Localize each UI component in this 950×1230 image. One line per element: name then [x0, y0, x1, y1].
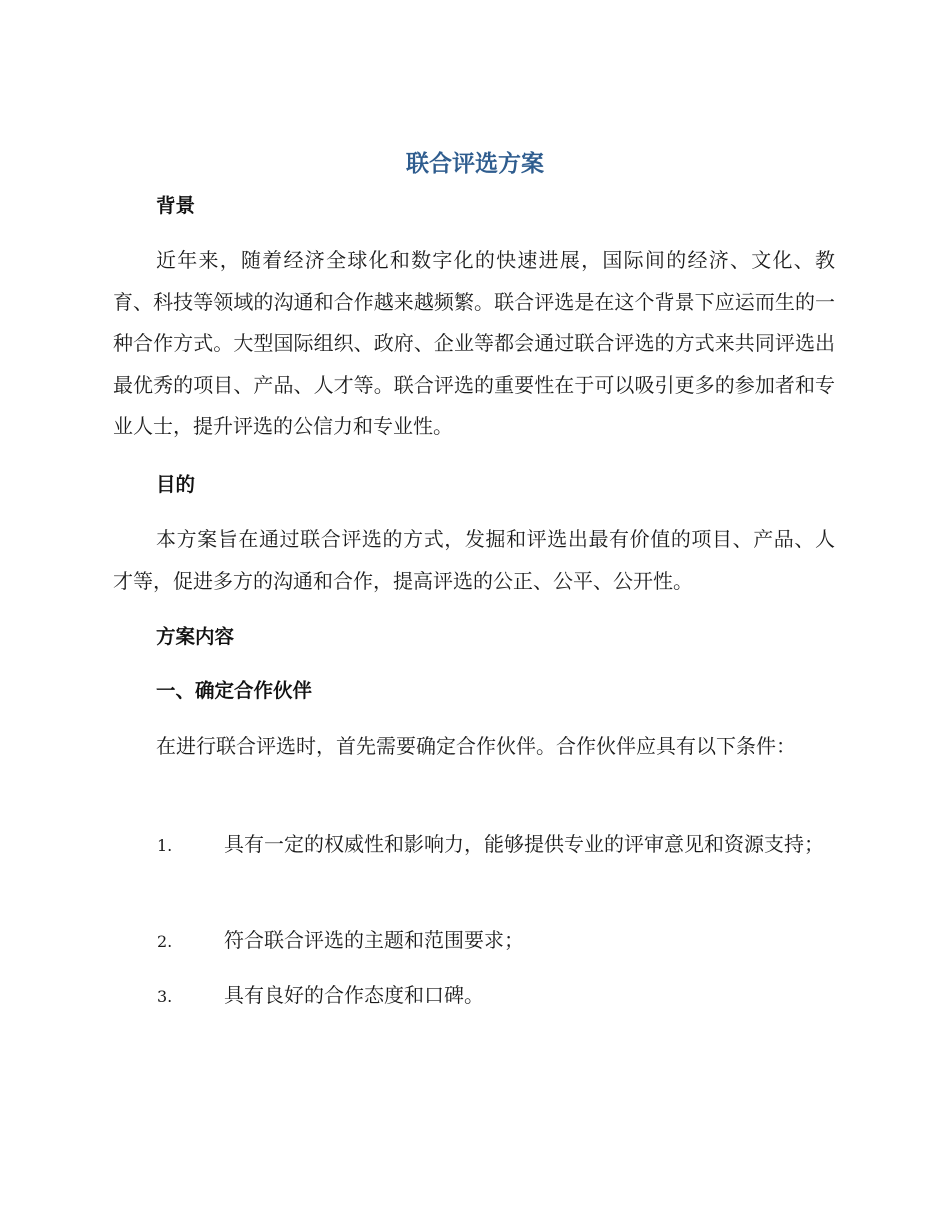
partners-paragraph: 在进行联合评选时，首先需要确定合作伙伴。合作伙伴应具有以下条件：	[156, 734, 796, 758]
list-text: 具有一定的权威性和影响力，能够提供专业的评审意见和资源支持；	[224, 832, 824, 856]
section-heading-purpose: 目的	[156, 473, 196, 496]
purpose-paragraph: 本方案旨在通过联合评选的方式，发掘和评选出最有价值的项目、产品、人才等，促进多方的沟通和合作，提高评选的公正、公平、公开性。	[113, 527, 835, 593]
section-heading-background: 背景	[156, 194, 196, 217]
list-item	[113, 822, 835, 868]
list-text: 符合联合评选的主题和范围要求；	[224, 928, 524, 952]
background-paragraph: 近年来，随着经济全球化和数字化的快速进展，国际间的经济、文化、教育、科技等领域的沟通和合作越来越频繁。联合评选是在这个背景下应运而生的一种合作方式。大型国际组织、政府、企业等都会通过联合评选的方式来共同评选出最优秀的项目、产品、人才等。联合评选的重要性在于可以吸引更多的参加者和专业人士，提升评选的公信力和专业性。	[113, 248, 835, 438]
list-number: 1.	[157, 836, 173, 855]
section-heading-content: 方案内容	[156, 625, 235, 648]
list-item	[113, 973, 835, 1019]
subheading-partners: 一、确定合作伙伴	[156, 679, 313, 702]
list-number: 2.	[157, 932, 173, 951]
list-number: 3.	[157, 987, 173, 1006]
list-text: 具有良好的合作态度和口碑。	[224, 983, 484, 1007]
document-title: 联合评选方案	[406, 151, 544, 177]
list-item	[113, 918, 835, 964]
